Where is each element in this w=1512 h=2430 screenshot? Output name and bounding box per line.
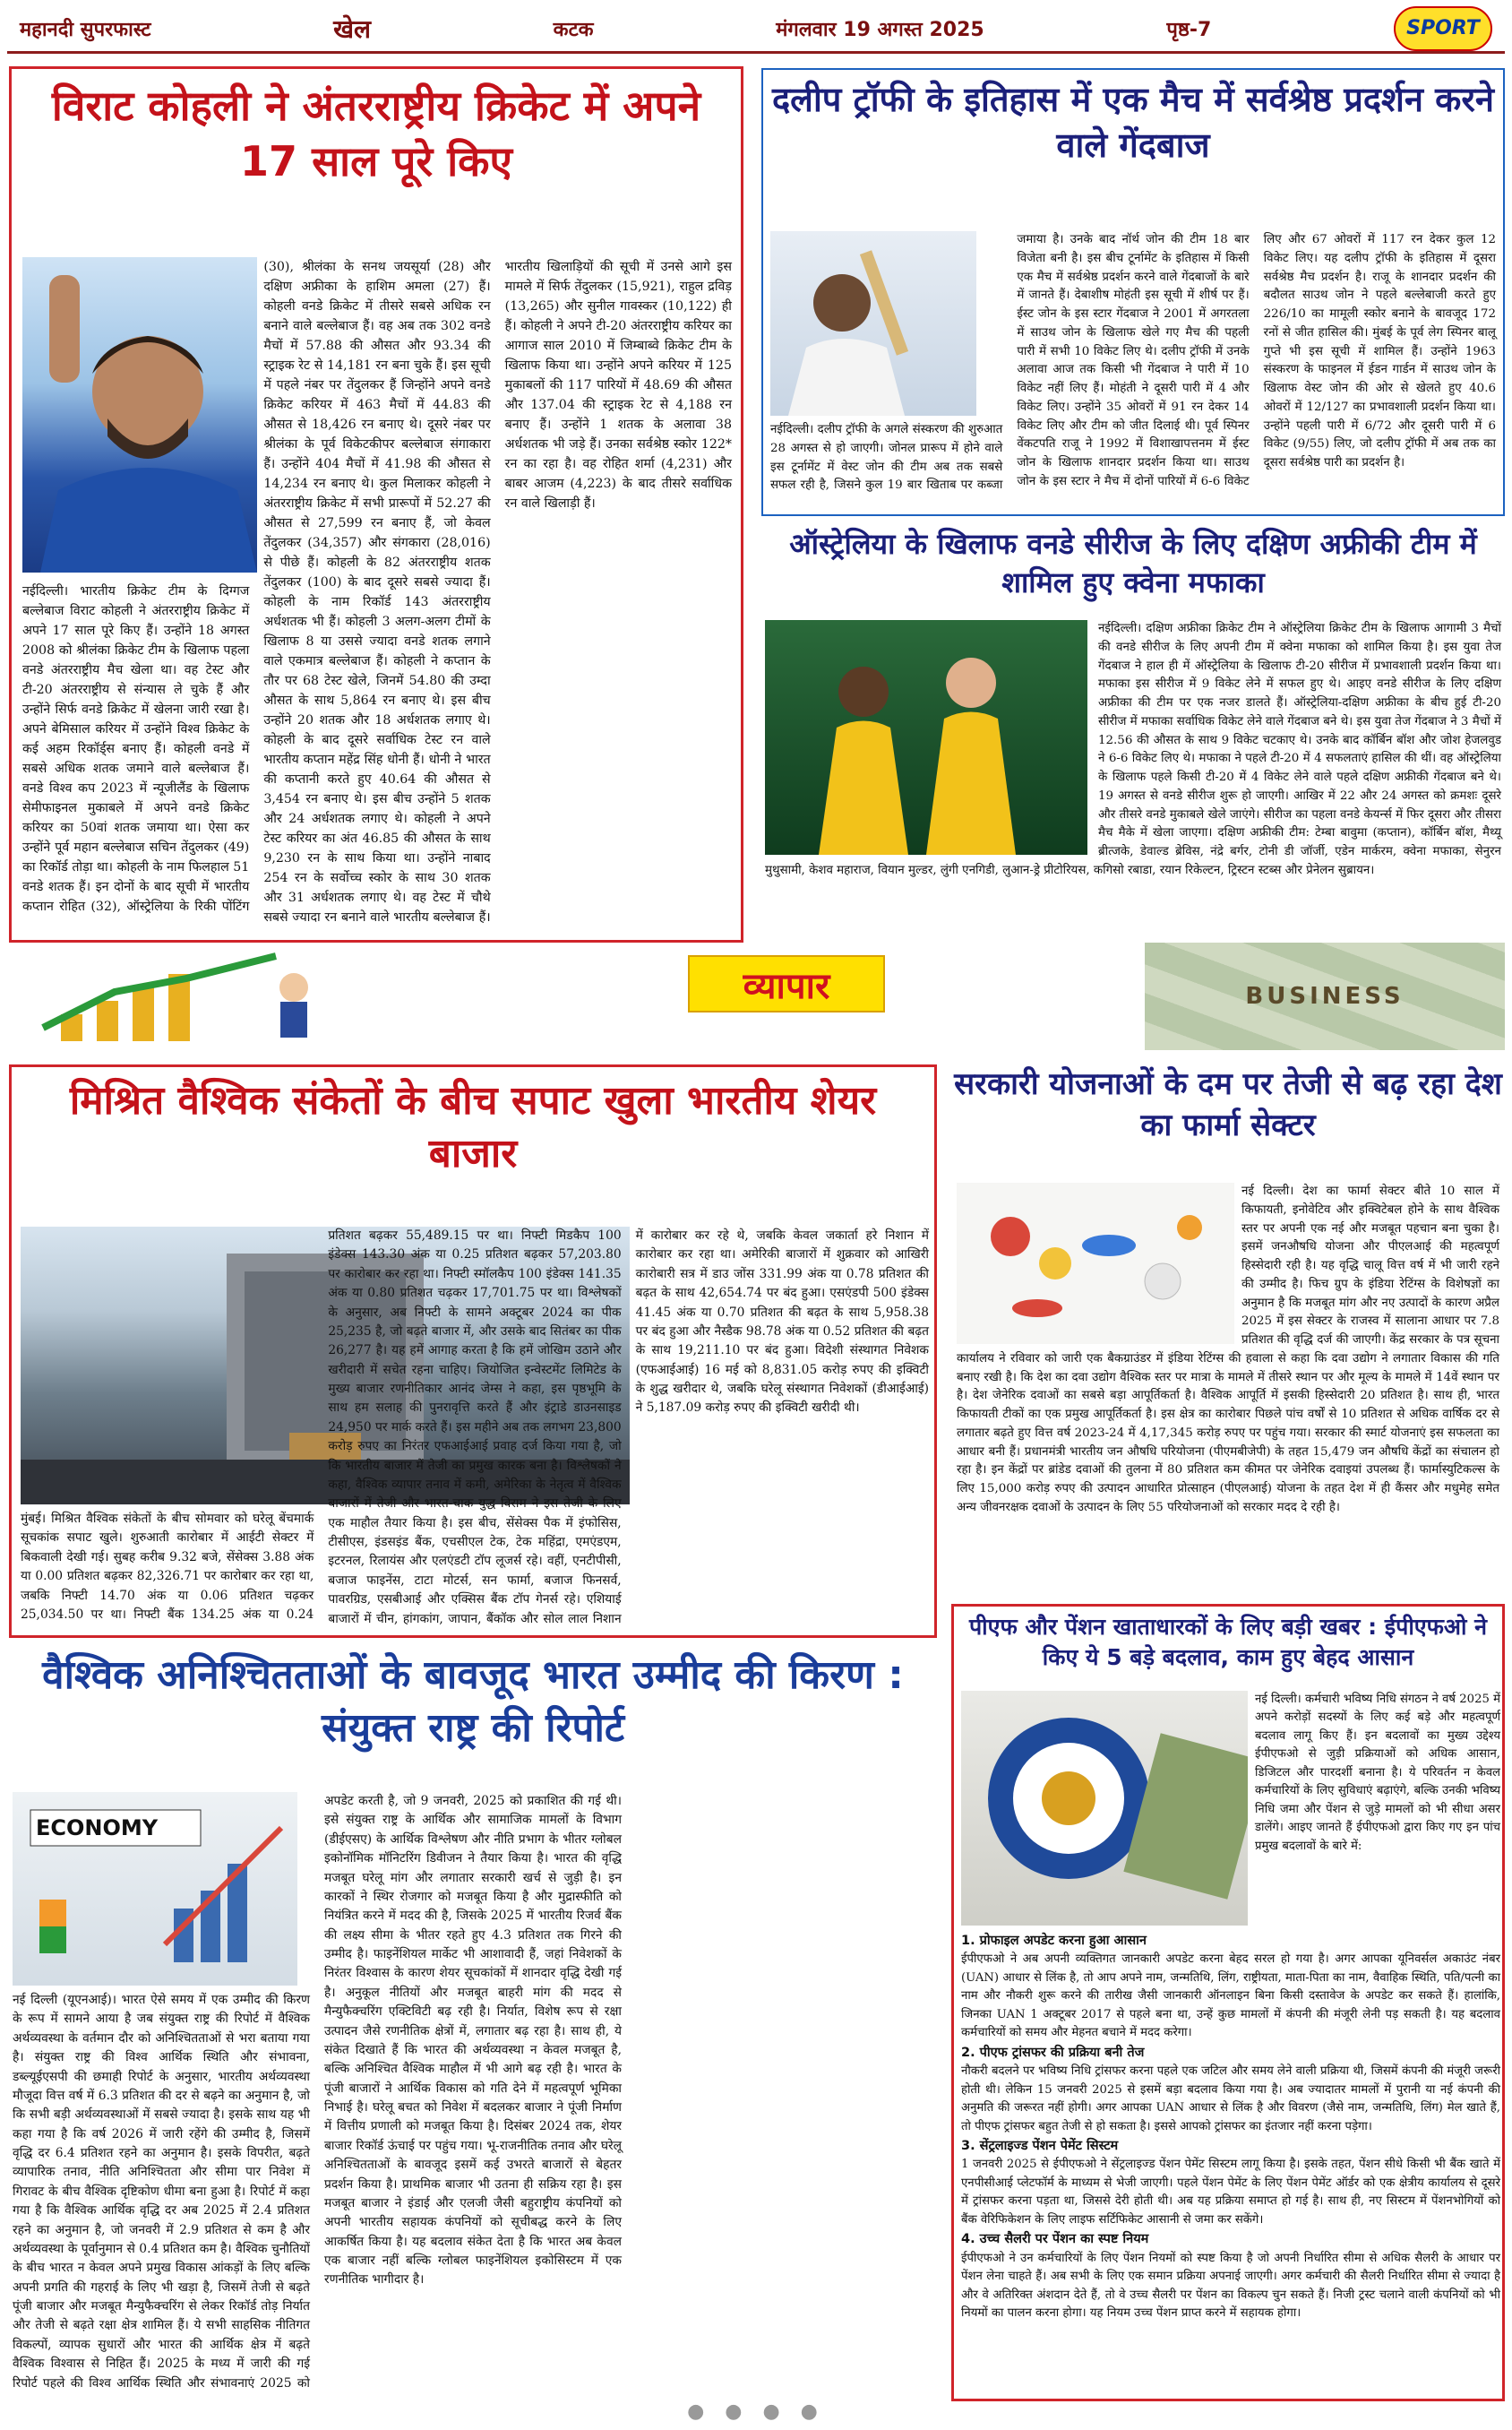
- epfo-headline: पीएफ और पेंशन खाताधारकों के लिए बड़ी खबर : ईपीएफओ ने किए ये 5 बड़े बदलाव, काम हुए बेहद आसान: [968, 1614, 1488, 1670]
- kohli-headline: विराट कोहली ने अंतरराष्ट्रीय क्रिकेट में अपने 17 साल पूरे किए: [51, 82, 701, 186]
- section-name: खेल: [333, 13, 372, 44]
- business-section-label: व्यापार: [688, 955, 885, 1012]
- epfo-point-4-body: ईपीएफओ ने उन कर्मचारियों के लिए पेंशन नियमों को स्पष्ट किया है जो अपनी निर्धारित सीमा से अधिक सैलरी के आधार पर पेंशन लेना चाहते हैं। अब सभी के लिए एक समान प्रक्रिया अपनाई जाएगी। अगर कर्मचारी की सैलरी निर्धारित सीमा से ज्यादा है और वे अतिरिक्त अंशदान देते हैं, तो वे उच्च सैलरी पर पेंशन का विकल्प चुन सकते हैं। निजी ट्रस्ट चलाने वाली कंपनियों को भी नियमों का पालन करना होगा। यह नियम उच्च पेंशन प्राप्त करने में सहायक होगा।: [961, 2251, 1500, 2321]
- duleep-article: [761, 68, 1505, 516]
- duleep-headline: दलीप ट्रॉफी के इतिहास में एक मैच में सर्वश्रेष्ठ प्रदर्शन करने वाले गेंदबाज: [772, 80, 1494, 166]
- maphaka-article: [761, 521, 1505, 943]
- pharma-headline: सरकारी योजनाओं के दम पर तेजी से बढ़ रहा देश का फार्मा सेक्टर: [954, 1066, 1502, 1143]
- business-band: [7, 943, 1505, 1050]
- duleep-body-wrap: [770, 231, 1496, 509]
- pharma-article: [951, 1064, 1505, 1600]
- kohli-article: [9, 66, 743, 943]
- epfo-point-4-title: 4. उच्च सैलरी पर पेंशन का स्पष्ट नियम: [961, 2232, 1149, 2247]
- kohli-body-wrap: [22, 257, 732, 931]
- coins-illustration: [7, 943, 419, 1050]
- un-headline: वैश्विक अनिश्चितताओं के बावजूद भारत उम्मीद की किरण : संयुक्त राष्ट्र की रिपोर्ट: [42, 1652, 904, 1752]
- business-banner: BUSINESS: [1145, 943, 1505, 1050]
- date: मंगलवार 19 अगस्त 2025: [776, 18, 984, 41]
- pharma-body-wrap: [957, 1183, 1499, 1595]
- epfo-article: [951, 1604, 1505, 2401]
- maphaka-body: नईदिल्ली। दक्षिण अफ्रीका क्रिकेट टीम ने ऑस्ट्रेलिया क्रिकेट टीम के खिलाफ आगामी 3 मैचों की वनडे सीरीज के लिए अपनी टीम में क्वेना मफाका को शामिल किया है। इस युवा तेज गेंदबाज ने हाल ही में ऑस्ट्रेलिया के खिलाफ टी-20 सीरीज में प्रभावशाली प्रदर्शन किया था। मफाका इस सीरीज में 9 विकेट लेने में सफल हुए थे। आइए वनडे सीरीज के लिए दक्षिण अफ्रीका की टीम पर एक नजर डालते हैं। ऑस्ट्रेलिया-दक्षिण अफ्रीका के बीच हुई टी-20 सीरीज में मफाका सर्वाधिक विकेट लेने वाले गेंदबाज बने थे। इस युवा तेज गेंदबाज ने 3 मैचों में 12.56 की औसत के साथ 9 विकेट चटकाए थे। उनके बाद कॉर्बिन बॉश और जोश हेजलवुड ने 6-6 विकेट लिए थे। मफाका ने पहले टी-20 में 4 सफलताएं हासिल की थीं। वह ऑस्ट्रेलिया के खिलाफ पहले किसी टी-20 में 4 विकेट लेने वाले पहले दक्षिण अफ्रीकी गेंदबाज बने थे। 19 अगस्त से वनडे सीरीज शुरू हो जाएगी। आखिर में 22 और 24 अगस्त को क्रमशः दूसरे और तीसरे वनडे मुकाबले खेले जाएंगे। सीरीज का पहला वनडे केयर्न्स में फिर दूसरा और तीसरा मैच मैके में खेला जाएगा। दक्षिण अफ्रीकी टीम: टेम्बा बावुमा (कप्तान), कॉर्बिन बॉश, मैथ्यू ब्रीत्जके, डेवाल्ड ब्रेविस, नंद्रे बर्गर, टोनी डी जॉर्जी, एडेन मार्करम, क्वेना मफाका, सेनुरन मुथुसामी, केशव महाराज, वियान मुल्डर, लुंगी एनगिडी, लुआन-ड्रे प्रीटोरियस, कगिसो रबाडा, रयान रिकेल्टन, ट्रिस्टन स्टब्स और प्रेनेलन सुब्रायन।: [765, 622, 1501, 877]
- economy-badge: ECONOMY: [36, 1815, 159, 1840]
- epfo-point-2-title: 2. पीएफ ट्रांसफर की प्रक्रिया बनी तेज: [961, 2045, 1145, 2060]
- market-headline: मिश्रित वैश्विक संकेतों के बीच सपाट खुला भारतीय शेयर बाजार: [69, 1078, 877, 1177]
- print-registration-marks: ● ● ● ●: [687, 2400, 825, 2423]
- paper-name: महानदी सुपरफास्ट: [20, 18, 151, 41]
- epfo-point-1-body: ईपीएफओ ने अब अपनी व्यक्तिगत जानकारी अपडेट करना बेहद सरल हो गया है। अगर आपका यूनिवर्सल अकाउंट नंबर (UAN) आधार से लिंक है, तो आप अपने नाम, जन्मतिथि, लिंग, राष्ट्रीयता, माता-पिता का नाम, वैवाहिक स्थिति, पति/पत्नी का नाम और नौकरी शुरू करने की तारीख जैसी जानकारी ऑनलाइन बिना किसी दस्तावेज के अपडेट कर सकते हैं। हालांकि, जिनका UAN 1 अक्टूबर 2017 से पहले बना था, उन्हें कुछ मामलों में कंपनी की मंजूरी लेनी पड़ सकती है। यह बदलाव कर्मचारियों को समय और मेहनत बचाने में मदद करेगा।: [961, 1952, 1500, 2040]
- epfo-point-3-body: 1 जनवरी 2025 से ईपीएफओ ने सेंट्रलाइज्ड पेंशन पेमेंट सिस्टम लागू किया है। इसके तहत, पेंशन सीधे किसी भी बैंक खाते में एनपीसीआई प्लेटफॉर्म के माध्यम से भेजी जाएगी। पहले पेंशन पेमेंट के लिए पेंशन पेमेंट ऑर्डर को एक क्षेत्रीय कार्यालय से दूसरे में ट्रांसफर करना पड़ता था, जिससे देरी होती थी। अब यह प्रक्रिया समाप्त हो गई है। साथ ही, नए सिस्टम में पेंशनभोगियों को बैंक वेरिफिकेशन के लिए लाइफ सर्टिफिकेट आसानी से जमा कर सकेंगे।: [961, 2158, 1500, 2227]
- page-number: पृष्ठ-7: [1166, 18, 1212, 41]
- maphaka-body-wrap: [765, 620, 1501, 934]
- un-body-wrap: [13, 1792, 933, 2401]
- maphaka-headline: ऑस्ट्रेलिया के खिलाफ वनडे सीरीज के लिए दक्षिण अफ्रीकी टीम में शामिल हुए क्वेना मफाका: [789, 527, 1477, 600]
- un-article: [9, 1649, 937, 2401]
- epfo-body-wrap: [961, 1691, 1500, 2390]
- market-article: [9, 1064, 937, 1638]
- epfo-point-1-title: 1. प्रोफाइल अपडेट करना हुआ आसान: [961, 1934, 1147, 1948]
- epfo-intro: नई दिल्ली। कर्मचारी भविष्य निधि संगठन ने वर्ष 2025 में अपने करोड़ों सदस्यों के लिए कई बड़े और महत्वपूर्ण बदलाव लागू किए हैं। इन बदलावों का मुख्य उद्देश्य ईपीएफओ से जुड़ी प्रक्रियाओं को अधिक आसान, डिजिटल और पारदर्शी बनाना है। ये परिवर्तन न केवल कर्मचारियों के लिए सुविधाएं बढ़ाएंगे, बल्कि उनकी भविष्य निधि जमा और पेंशन से जुड़े मामलों को भी सीधा असर डालेंगे। आइए जानते हैं ईपीएफओ द्वारा किए गए इन पांच प्रमुख बदलावों के बारे में:: [1255, 1693, 1500, 1853]
- kohli-body: नईदिल्ली। भारतीय क्रिकेट टीम के दिग्गज बल्लेबाज विराट कोहली ने अंतरराष्ट्रीय क्रिकेट में अपने 17 साल पूरे किए हैं। उन्होंने 18 अगस्त 2008 को श्रीलंका क्रिकेट टीम के खिलाफ पहला वनडे अंतरराष्ट्रीय मैच खेला था। वह टेस्ट और टी-20 अंतरराष्ट्रीय से संन्यास ले चुके हैं और उन्होंने सिर्फ वनडे क्रिकेट में खेलना जारी रखा है। अपने बेमिसाल करियर में उन्होंने विश्व क्रिकेट के कई अहम रिकॉर्ड्स बनाए हैं। कोहली वनडे में सबसे अधिक शतक जमाने वाले बल्लेबाज हैं। वनडे विश्व कप 2023 में न्यूजीलैंड के खिलाफ सेमीफाइनल मुकाबले में अपने वनडे क्रिकेट करियर का 50वां शतक जमाया था। ऐसा कर उन्होंने पूर्व महान बल्लेबाज सचिन तेंदुलकर (49) का रिकॉर्ड तोड़ा था। कोहली के नाम फिलहाल 51 वनडे शतक हैं। इन दोनों के बाद सूची में भारतीय कप्तान रोहित (32), ऑस्ट्रेलिया के रिकी पोंटिंग (30), श्रीलंका के सनथ जयसूर्या (28) और दक्षिण अफ्रीका के हाशिम अमला (27) हैं। कोहली वनडे क्रिकेट में तीसरे सबसे अधिक रन बनाने वाले बल्लेबाज हैं। वह अब तक 302 वनडे मैचों में 57.88 की औसत और 93.34 की स्ट्राइक रेट से 14,181 रन बना चुके हैं। इस सूची में पहले नंबर पर तेंदुलकर हैं जिन्होंने अपने वनडे क्रिकेट करियर में 463 मैचों में 44.83 की औसत से 18,426 रन बनाए थे। दूसरे नंबर पर श्रीलंका के पूर्व विकेटकीपर बल्लेबाज संगाकारा हैं। उन्होंने 404 मैचों में 41.98 की औसत से 14,234 रन बनाए थे। कुल मिलाकर कोहली ने अंतरराष्ट्रीय क्रिकेट में सभी प्रारूपों में 52.27 की औसत से 27,599 रन बनाए हैं, जो केवल तेंदुलकर (34,357) और संगकारा (28,016) से पीछे हैं। कोहली के 82 अंतरराष्ट्रीय शतक तेंदुलकर (100) के बाद दूसरे सबसे ज्यादा हैं। कोहली के नाम रिकॉर्ड 143 अंतरराष्ट्रीय अर्धशतक भी हैं। कोहली 3 अलग-अलग टीमों के खिलाफ 8 या उससे ज्यादा वनडे शतक लगाने वाले एकमात्र बल्लेबाज हैं। कोहली ने कप्तान के तौर पर 68 टेस्ट खेले, जिनमें 54.80 की उम्दा औसत के साथ 5,864 रन बनाए थे। इस बीच उन्होंने 20 शतक और 18 अर्धशतक लगाए थे। कोहली के बाद दूसरे सर्वाधिक टेस्ट रन वाले भारतीय कप्तान महेंद्र सिंह धोनी हैं। धोनी ने भारत की कप्तानी करते हुए 40.64 की औसत से 3,454 रन बनाए थे। इस बीच उन्होंने 5 शतक और 24 अर्धशतक लगाए थे। कोहली ने अपने टेस्ट करियर का अंत 46.85 की औसत के साथ 9,230 रन के साथ किया था। उन्होंने नाबाद 254 रन के सर्वोच्च स्कोर के साथ 30 शतक और 31 अर्धशतक लगाए थे। वह टेस्ट में चौथे सबसे ज्यादा रन बनाने वाले भारतीय बल्लेबाज हैं। भारतीय खिलाड़ियों की सूची में उनसे आगे इस मामले में सिर्फ तेंदुलकर (15,921), राहुल द्रविड़ (13,265) और सुनील गावस्कर (10,122) ही हैं। कोहली ने अपने टी-20 अंतरराष्ट्रीय करियर का आगाज साल 2010 में जिम्बाब्वे क्रिकेट टीम के खिलाफ किया था। उन्होंने अपने करियर में 125 मुकाबलों की 117 पारियों में 48.69 की औसत और 137.04 की स्ट्राइक रेट से 4,188 रन बनाए हैं। उन्होंने 1 शतक के अलावा 38 अर्धशतक भी जड़े हैं। उनका सर्वश्रेष्ठ स्कोर 122* रन का रहा है। वह रोहित शर्मा (4,231) और बाबर आजम (4,223) के बाद तीसरे सर्वाधिक रन वाले खिलाड़ी हैं।: [22, 260, 732, 925]
- duleep-body: नईदिल्ली। दलीप ट्रॉफी के अगले संस्करण की शुरुआत 28 अगस्त से हो जाएगी। जोनल प्रारूप में होने वाले इस टूर्नामेंट में वेस्ट जोन की टीम अब तक सबसे सफल रही है, जिसने कुल 19 बार खिताब पर कब्जा जमाया है। उनके बाद नॉर्थ जोन की टीम 18 बार विजेता बनी है। इस बीच टूर्नामेंट के इतिहास में किसी एक मैच में सर्वश्रेष्ठ प्रदर्शन करने वाले गेंदबाजों के बारे में जानते हैं। देबाशीष मोहंती इस सूची में शीर्ष पर हैं। ईस्ट जोन के इस स्टार गेंदबाज ने 2001 में अगरतला में साउथ जोन के खिलाफ खेले गए मैच की पहली पारी में सभी 10 विकेट लिए थे। दलीप ट्रॉफी में उनके अलावा आज तक किसी भी गेंदबाज ने पारी में 10 विकेट नहीं लिए हैं। मोहंती ने दूसरी पारी में 4 और विकेट लिए। उन्होंने 35 ओवरों में 91 रन देकर 14 विकेट लिए और टीम को जीत दिलाई थी। पूर्व स्पिनर वेंकटपति राजू ने 1992 में विशाखापत्तनम में ईस्ट जोन के खिलाफ शानदार प्रदर्शन किया था। साउथ जोन के इस स्टार ने मैच में दोनों पारियों में 6-6 विकेट लिए और 67 ओवरों में 117 रन देकर कुल 12 विकेट लिए। यह दलीप ट्रॉफी के इतिहास में दूसरा सर्वश्रेष्ठ मैच प्रदर्शन है। राजू के शानदार प्रदर्शन की बदौलत साउथ जोन ने पहले बल्लेबाजी करते हुए 226/10 का मामूली स्कोर बनाने के बावजूद 172 रनों से जीत हासिल की। मुंबई के पूर्व लेग स्पिनर बालू गुप्ते भी इस सूची में शामिल हैं। उन्होंने 1963 संस्करण के फाइनल में ईडन गार्डन में साउथ जोन के खिलाफ वेस्ट जोन की ओर से खेलते हुए 40.6 ओवरों में 12/127 का प्रभावशाली प्रदर्शन किया था। उन्होंने पहली पारी में 6/72 और दूसरी पारी में 6 विकेट (9/55) लिए, जो दलीप ट्रॉफी में अब तक का दूसरा सर्वश्रेष्ठ पारी का प्रदर्शन है।: [770, 233, 1496, 493]
- epfo-point-3-title: 3. सेंट्रलाइज्ड पेंशन पेमेंट सिस्टम: [961, 2139, 1119, 2154]
- epfo-point-2-body: नौकरी बदलने पर भविष्य निधि ट्रांसफर करना पहले एक जटिल और समय लेने वाली प्रक्रिया थी, जिसमें कंपनी की मंजूरी जरूरी होती थी। लेकिन 15 जनवरी 2025 से इसमें बड़ा बदलाव किया गया है। अब ज्यादातर मामलों में पुरानी या नई कंपनी की अनुमति की जरूरत नहीं होगी। अगर आपका UAN आधार से लिंक है और विवरण (जैसे नाम, जन्मतिथि, लिंग) मेल खाते हैं, तो पीएफ ट्रांसफर बहुत तेजी से हो सकता है। इससे आपको ट्रांसफर का इंतजार नहीं करना पड़ेगा।: [961, 2064, 1500, 2133]
- market-body-wrap: [21, 1227, 929, 1630]
- pharma-body: नई दिल्ली। देश का फार्मा सेक्टर बीते 10 साल में किफायती, इनोवेटिव और इक्विटेबल होने के साथ वैश्विक स्तर पर अपनी एक नई और मजबूत पहचान बना चुका है। इसमें जनऔषधि योजना और पीएलआई की महत्वपूर्ण हिस्सेदारी रही है। यह वृद्धि चालू वित्त वर्ष में भी जारी रहने की उम्मीद है। फिच ग्रुप के इंडिया रेटिंग्स के विशेषज्ञों का अनुमान है कि मजबूत मांग और नए उत्पादों के कारण अप्रैल 2025 में इस सेक्टर के राजस्व में सालाना आधार पर 7.8 प्रतिशत की वृद्धि दर्ज की जाएगी। केंद्र सरकार के पत्र सूचना कार्यालय ने रविवार को जारी एक बैकग्राउंडर में इंडिया रेटिंग्स की हवाला से कहा कि दवा उद्योग ने लगातार विकास की गति बनाए रखी है। कि देश का दवा उद्योग वैश्विक स्तर पर मात्रा के मामले में तीसरे स्थान पर और मूल्य के मामले में 14वें स्थान पर है। देश जेनेरिक दवाओं का सबसे बड़ा आपूर्तिकर्ता है। वैश्विक आपूर्ति में इसकी हिस्सेदारी 20 प्रतिशत है। साथ ही, भारत किफायती टीकों का एक प्रमुख आपूर्तिकर्ता है। इस क्षेत्र का कारोबार पिछले पांच वर्षों से 10 प्रतिशत से अधिक वार्षिक दर से लगातार बढ़ते हुए वित्त वर्ष 2023-24 में 4,17,345 करोड़ रुपए पर पहुंच गया। सरकार की स्मार्ट योजनाएं इस सफलता का आधार बनी हैं। प्रधानमंत्री भारतीय जन औषधि परियोजना (पीएमबीजेपी) के तहत 15,479 जन औषधि केंद्रों का संचालन हो रहा है। इन केंद्रों पर ब्रांडेड दवाओं की तुलना में 80 प्रतिशत कम कीमत पर जेनेरिक दवाइयां उपलब्ध हैं। फार्मास्युटिकल्स के लिए 15,000 करोड़ रुपए की उत्पादन आधारित प्रोत्साहन (पीएलआई) योजना के तहत देश में ही कैंसर और मधुमेह समेत अन्य जीवनरक्षक दवाओं के उत्पादन के लिए 55 परियोजनाओं को सरकार मदद दे रही है।: [957, 1185, 1500, 1515]
- city: कटक: [553, 18, 594, 41]
- market-body: मुंबई। मिश्रित वैश्विक संकेतों के बीच सोमवार को घरेलू बेंचमार्क सूचकांक सपाट खुले। शुरुआती कारोबार में आईटी सेक्टर में बिकवाली देखी गई। सुबह करीब 9.32 बजे, सेंसेक्स 3.88 अंक या 0.00 प्रतिशत बढ़कर 82,326.71 पर कारोबार कर रहा था, जबकि निफ्टी 14.70 अंक या 0.06 प्रतिशत चढ़कर 25,034.50 पर था। निफ्टी बैंक 134.25 अंक या 0.24 प्रतिशत बढ़कर 55,489.15 पर था। निफ्टी मिडकैप 100 इंडेक्स 143.30 अंक या 0.25 प्रतिशत बढ़कर 57,203.80 पर कारोबार कर रहा था। निफ्टी स्मॉलकैप 100 इंडेक्स 141.35 अंक या 0.80 प्रतिशत चढ़कर 17,701.75 पर था। विश्लेषकों के अनुसार, अब निफ्टी के सामने अक्टूबर 2024 का पीक 25,235 है, जो बढ़ते बाजार में, और उसके बाद सितंबर का पीक 26,277 है। यह हमें आगाह करता है कि हमें जोखिम उठाने और खरीदारी में सचेत रहना चाहिए। जियोजित इन्वेस्टमेंट लिमिटेड के मुख्य बाजार रणनीतिकार आनंद जेम्स ने कहा, इस पृष्ठभूमि के साथ हम सलाह की पुनरावृत्ति करते हैं और इंट्राडे डाउनसाइड 24,950 पर मार्क करते हैं। इस महीने अब तक लगभग 23,800 करोड़ रुपए का निरंतर एफआईआई प्रवाह दर्ज किया गया है, जो कि भारतीय बाजार में तेजी का प्रमुख कारक बना है। विश्लेषकों ने कहा, वैश्विक व्यापार तनाव में कमी, अमेरिका के नेतृत्व में वैश्विक बाजारों में तेजी और भारत-चाक युद्ध विराम ने इस तेजी के लिए एक माहौल तैयार किया है। इस बीच, सेंसेक्स पैक में इंफोसिस, टीसीएस, इंडसइंड बैंक, एचसीएल टेक, टेक महिंद्रा, एमएंडएम, इटरनल, रिलायंस और एलएंडटी टॉप लूजर्स रहे। वहीं, एनटीपीसी, बजाज फाइनेंस, टाटा मोटर्स, सन फार्मा, बजाज फिनसर्व, पावरग्रिड, एसबीआई और एक्सिस बैंक टॉप गेनर्स रहे। एशियाई बाजारों में चीन, हांगकांग, जापान, बैंकॉक और सोल लाल निशान में कारोबार कर रहे थे, जबकि केवल जकार्ता हरे निशान में कारोबार कर रहा था। अमेरिकी बाजारों में शुक्रवार को आखिरी कारोबारी सत्र में डाउ जोंस 331.99 अंक या 0.78 प्रतिशत की बढ़त के साथ 42,654.74 पर बंद हुआ। एसएंडपी 500 इंडेक्स 41.45 अंक या 0.70 प्रतिशत की बढ़त के साथ 5,958.38 पर बंद हुआ और नैस्डैक 98.78 अंक या 0.52 प्रतिशत की बढ़त के साथ 19,211.10 पर बंद हुआ। विदेशी संस्थागत निवेशक (एफआईआई) 16 मई को 8,831.05 करोड़ रुपए की इक्विटी के शुद्ध खरीदार थे, जबकि घरेलू संस्थागत निवेशकों (डीआईआई) ने 5,187.09 करोड़ रुपए की इक्विटी खरीदी थी।: [21, 1228, 929, 1626]
- sport-logo: SPORT: [1394, 6, 1492, 51]
- masthead: [7, 5, 1505, 54]
- un-body: नई दिल्ली (यूएनआई)। भारत ऐसे समय में एक उम्मीद की किरण के रूप में सामने आया है जब संयुक्त राष्ट्र की रिपोर्ट में वैश्विक अर्थव्यवस्था के वर्तमान दौर को अनिश्चितताओं से भरा बताया गया है। संयुक्त राष्ट्र की विश्व आर्थिक स्थिति और संभावना, डब्ल्यूईएसपी की छमाही रिपोर्ट के अनुसार, भारतीय अर्थव्यवस्था मौजूदा वित्त वर्ष में 6.3 प्रतिशत की दर से बढ़ने का अनुमान है, जो कि सभी बड़ी अर्थव्यवस्थाओं में सबसे ज्यादा है। इसके साथ यह भी कहा गया है कि वर्ष 2026 में जारी रहेंगे की उम्मीद है, जिसमें वृद्धि दर 6.4 प्रतिशत रहने का अनुमान है। इसके विपरीत, बढ़ते व्यापारिक तनाव, नीति अनिश्चितता और सीमा पार निवेश में गिरावट के बीच वैश्विक दृष्टिकोण धीमा बना हुआ है। रिपोर्ट में कहा गया है कि वैश्विक आर्थिक वृद्धि दर अब 2025 में 2.4 प्रतिशत रहने का अनुमान है, जो जनवरी में 2.9 प्रतिशत से कम है और अर्थव्यवस्था के पूर्वानुमान से 0.4 प्रतिशत कम है। वैश्विक चुनौतियों के बीच भारत न केवल अपने प्रमुख विकास आंकड़ों के लिए बल्कि अपनी प्रगति की गहराई के लिए भी खड़ा है, जिसमें तेजी से बढ़ते पूंजी बाजार और मजबूत मैन्युफैक्चरिंग से लेकर रिकॉर्ड तोड़ निर्यात और तेजी से बढ़ते रक्षा क्षेत्र शामिल हैं। ये सभी साहसिक नीतिगत विकल्पों, व्यापक सुधारों और भारत की आर्थिक क्षेत्र में बढ़ते वैश्विक विश्वास से निहित हैं। 2025 के मध्य में जारी की गई रिपोर्ट पहले की विश्व आर्थिक स्थिति और संभावनाएं 2025 को अपडेट करती है, जो 9 जनवरी, 2025 को प्रकाशित की गई थी। इसे संयुक्त राष्ट्र के आर्थिक और सामाजिक मामलों के विभाग (डीईएसए) के आर्थिक विश्लेषण और नीति प्रभाग के भीतर ग्लोबल इकोनॉमिक मॉनिटरिंग डिवीजन ने तैयार किया है। भारत की वृद्धि मजबूत घरेलू मांग और लगातार सरकारी खर्च से जुड़ी है। इन कारकों ने स्थिर रोजगार को मजबूत किया है और मुद्रास्फीति को नियंत्रित करने में मदद की है, जिसके 2025 में भारतीय रिजर्व बैंक की लक्ष्य सीमा के भीतर रहते हुए 4.3 प्रतिशत तक गिरने की उम्मीद है। फाइनेंशियल मार्केट भी आशावादी हैं, जहां निवेशकों के निरंतर विश्वास के कारण शेयर सूचकांकों में शानदार वृद्धि देखी गई है। अनुकूल नीतियों और मजबूत बाहरी मांग की मदद से मैन्युफैक्चरिंग एक्टिविटी बढ़ रही है। निर्यात, विशेष रूप से रक्षा उत्पादन जैसे रणनीतिक क्षेत्रों में, लगातार बढ़ रहा है। साथ ही, ये संकेत दिखाते हैं कि भारत की अर्थव्यवस्था न केवल मजबूत है, बल्कि अनिश्चित वैश्विक माहौल में भी आगे बढ़ रही है। भारत के पूंजी बाजारों ने आर्थिक विकास को गति देने में महत्वपूर्ण भूमिका निभाई है। घरेलू बचत को निवेश में बदलकर बाजार ने पूंजी निर्माण में वित्तीय प्रणाली को मजबूत किया है। दिसंबर 2024 तक, शेयर बाजार रिकॉर्ड ऊंचाई पर पहुंच गया। भू-राजनीतिक तनाव और घरेलू अनिश्चितताओं के बावजूद इसमें कई उभरते बाजारों से बेहतर प्रदर्शन किया है। प्राथमिक बाजार भी उतना ही सक्रिय रहा है। इस मजबूत बाजार ने इंडाई और एलजी जैसी बहुराष्ट्रीय कंपनियों को अपनी भारतीय सहायक कंपनियों को सूचीबद्ध करने के लिए आकर्षित किया है। यह बदलाव संकेत देता है कि भारत अब केवल एक बाजार नहीं बल्कि ग्लोबल फाइनेंशियल इकोसिस्टम में एक रणनीतिक भागीदार है।: [13, 1794, 622, 2391]
